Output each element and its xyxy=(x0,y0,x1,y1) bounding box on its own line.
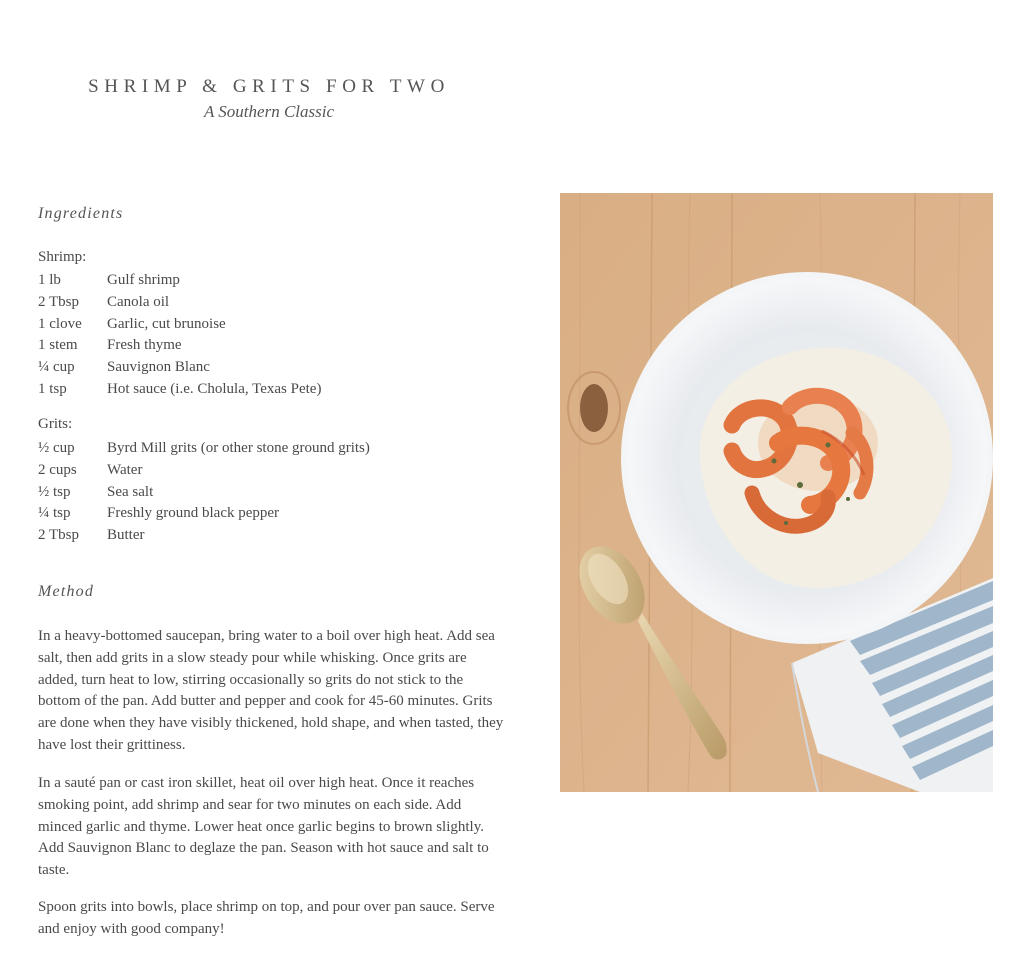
ingredient-row xyxy=(38,503,370,525)
ingredient-quantity: ½ cup xyxy=(38,440,75,456)
ingredient-row xyxy=(38,335,321,357)
ingredient-row xyxy=(38,525,370,547)
ingredient-name: Water xyxy=(107,461,143,478)
ingredient-name: Freshly ground black pepper xyxy=(107,505,280,522)
ingredient-name: Sauvignon Blanc xyxy=(107,359,210,376)
method-step: Spoon grits into bowls, place shrimp on top, and pour over pan sauce. Serve and enjoy with good company! xyxy=(38,899,495,937)
ingredient-name: Hot sauce (i.e. Cholula, Texas Pete) xyxy=(107,380,322,397)
recipe-subtitle: A Southern Classic xyxy=(203,102,335,121)
ingredient-quantity: 2 Tbsp xyxy=(38,527,79,544)
recipe-title: SHRIMP & GRITS FOR TWO xyxy=(88,76,450,97)
ingredient-quantity: 1 lb xyxy=(38,272,61,288)
ingredient-row xyxy=(38,438,370,460)
ingredient-quantity: 1 tsp xyxy=(38,380,67,397)
ingredient-name: Butter xyxy=(107,527,145,544)
method-heading: Method xyxy=(38,583,95,600)
shrimp-group-label: Shrimp: xyxy=(38,249,87,265)
ingredients-heading: Ingredients xyxy=(38,205,124,222)
ingredient-row xyxy=(38,270,321,292)
ingredient-row xyxy=(38,357,321,379)
dish-photo xyxy=(560,193,993,792)
ingredient-quantity: 2 Tbsp xyxy=(38,293,79,310)
ingredient-quantity: 2 cups xyxy=(38,461,77,478)
ingredient-name: Garlic, cut brunoise xyxy=(107,315,226,332)
method-step: In a heavy-bottomed saucepan, bring water to a boil over high heat. Add sea salt, then add grits in a slow steady pour while whisking. Once grits are added, turn heat to low, stirring occasionally so grits do not stick to the bottom of the pan. Add butter and pepper and cook for 45-60 minutes. Grits are done when they have visibly thickened, hold shape, and when tasted, they have lost their grittiness. xyxy=(38,628,504,753)
ingredient-quantity: ½ tsp xyxy=(38,483,71,500)
grits-group-label: Grits: xyxy=(38,416,73,432)
ingredient-name: Fresh thyme xyxy=(107,337,182,354)
shrimp-ingredient-list xyxy=(38,270,321,401)
method-step: In a sauté pan or cast iron skillet, heat oil over high heat. Once it reaches smoking point, add shrimp and sear for two minutes on each side. Add minced garlic and thyme. Lower heat once garlic begins to brown slightly. Add Sauvignon Blanc to deglaze the pan. Season with hot sauce and salt to taste. xyxy=(38,775,489,879)
dish-illustration xyxy=(560,193,993,792)
grits-ingredient-list xyxy=(38,438,370,547)
ingredient-name: Byrd Mill grits (or other stone ground grits) xyxy=(107,440,370,456)
wood-knot xyxy=(580,384,608,432)
ingredient-name: Sea salt xyxy=(107,483,154,500)
ingredient-quantity: 1 stem xyxy=(38,337,78,354)
ingredient-quantity: ¼ cup xyxy=(38,359,75,376)
ingredient-row xyxy=(38,292,321,314)
ingredient-name: Canola oil xyxy=(107,293,170,310)
ingredient-quantity: 1 clove xyxy=(38,315,82,332)
ingredient-name: Gulf shrimp xyxy=(107,272,180,288)
ingredient-row xyxy=(38,460,370,482)
ingredient-row xyxy=(38,314,321,336)
ingredient-row xyxy=(38,379,321,401)
ingredient-row xyxy=(38,482,370,504)
ingredient-quantity: ¼ tsp xyxy=(38,505,71,522)
